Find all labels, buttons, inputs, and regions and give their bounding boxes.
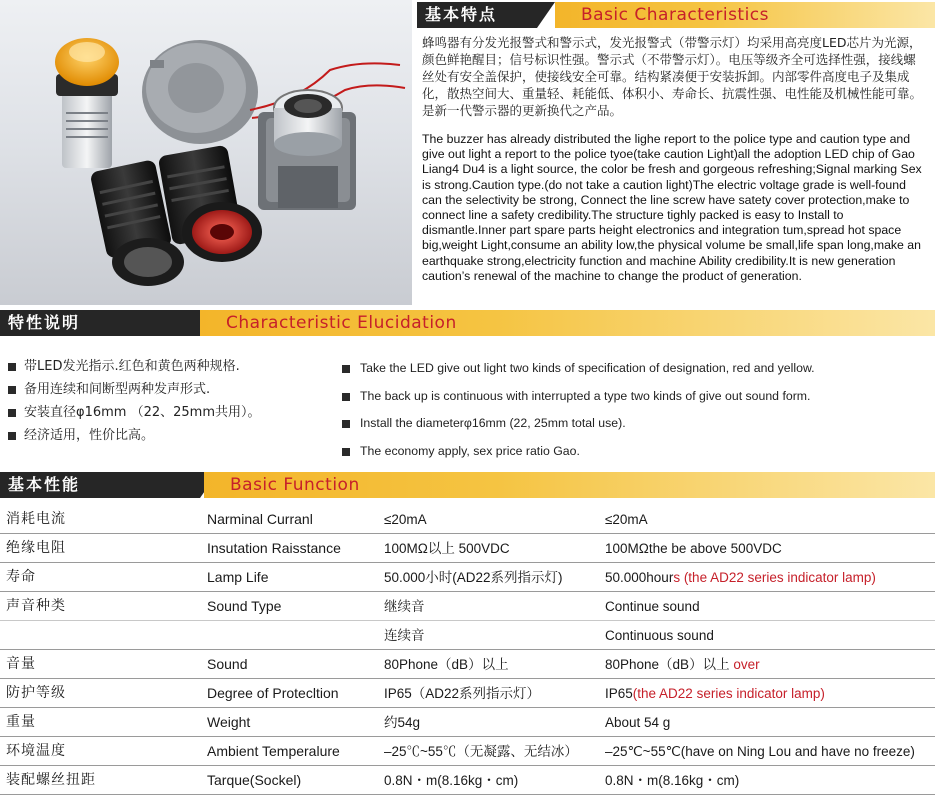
product-photo	[0, 0, 412, 305]
spec-en-value: 100MΩthe be above 500VDC	[605, 541, 782, 556]
spec-en-value: 0.8N・m(8.16kg・cm)	[605, 773, 740, 788]
basic-function-header	[0, 472, 935, 498]
list-item: Install the diameterφ16mm (22, 25mm total use).	[342, 410, 815, 438]
list-item: 安装直径φ16mm （22、25mm共用）。	[8, 401, 261, 424]
table-row	[0, 621, 935, 650]
basic-characteristics-header	[417, 2, 935, 28]
basic-characteristics-en-title: Basic Characteristics	[555, 2, 935, 28]
spec-en-label: Narminal Curranl	[207, 511, 313, 527]
header-wedge	[537, 2, 555, 28]
characteristic-elucidation-en-title: Characteristic Elucidation	[200, 310, 935, 336]
spec-cn-label: 音量	[6, 656, 36, 672]
basic-function-en-title: Basic Function	[204, 472, 935, 498]
spec-cn-value: 继续音	[384, 599, 425, 614]
table-row	[0, 592, 935, 621]
spec-en-label: Sound Type	[207, 598, 282, 614]
spec-cn-value: 0.8N・m(8.16kg・cm)	[384, 773, 519, 788]
spec-en-label: Ambient Temperalure	[207, 743, 340, 759]
spec-cn-label: 寿命	[6, 569, 36, 585]
spec-en-label: Insutation Raisstance	[207, 540, 341, 556]
table-row	[0, 534, 935, 563]
spec-en-label: Tarque(Sockel)	[207, 772, 302, 788]
characteristic-list-cn	[8, 355, 261, 447]
spec-cn-value: 连续音	[384, 628, 425, 643]
spec-en-label: Lamp Life	[207, 569, 269, 585]
basic-characteristics-cn-title: 基本特点	[417, 2, 537, 28]
spec-en-label: Degree of Protecltion	[207, 685, 339, 701]
spec-en-value: 50.000hours (the AD22 series indicator lamp)	[605, 570, 876, 585]
characteristic-elucidation-header	[0, 310, 935, 336]
table-row	[0, 737, 935, 766]
list-item: The back up is continuous with interrupted a type two kinds of give out sound form.	[342, 383, 815, 411]
list-item: 经济适用，性价比高。	[8, 424, 261, 447]
spec-en-label: Weight	[207, 714, 251, 730]
table-row	[0, 650, 935, 679]
spec-cn-label: 重量	[6, 714, 36, 730]
spec-cn-label: 绝缘电阻	[6, 540, 66, 556]
spec-cn-label: 消耗电流	[6, 511, 66, 527]
table-row	[0, 766, 935, 795]
list-item: 备用连续和间断型两种发声形式.	[8, 378, 261, 401]
spec-en-value: 80Phone（dB）以上 over	[605, 657, 760, 672]
spec-cn-value: 80Phone（dB）以上	[384, 657, 509, 672]
spec-cn-label: 装配螺丝扭距	[6, 772, 96, 788]
spec-cn-value: ≤20mA	[384, 512, 427, 527]
spec-cn-value: –25℃~55℃（无凝露、无结冰）	[384, 744, 578, 759]
spec-cn-value: 50.000小时(AD22系列指示灯)	[384, 570, 563, 585]
spec-cn-label: 环境温度	[6, 743, 66, 759]
spec-cn-label: 防护等级	[6, 685, 66, 701]
table-row	[0, 505, 935, 534]
spec-cn-value: IP65（AD22系列指示灯）	[384, 686, 541, 701]
characteristic-list-en	[342, 355, 815, 466]
list-item: 带LED发光指示.红色和黄色两种规格.	[8, 355, 261, 378]
spec-en-label: Sound	[207, 656, 248, 672]
buzzer-products-illustration	[0, 0, 412, 305]
spec-cn-label: 声音种类	[6, 598, 66, 614]
basic-function-cn-title: 基本性能	[0, 472, 200, 498]
table-row	[0, 708, 935, 737]
list-item: Take the LED give out light two kinds of specification of designation, red and yellow.	[342, 355, 815, 383]
list-item: The economy apply, sex price ratio Gao.	[342, 438, 815, 466]
characteristic-elucidation-cn-title: 特性说明	[0, 310, 200, 336]
spec-en-value: IP65(the AD22 series indicator lamp)	[605, 686, 825, 701]
spec-cn-value: 约54g	[384, 715, 421, 730]
spec-en-value: Continuous sound	[605, 628, 714, 643]
basic-characteristics-cn-text: 蜂鸣器有分发光报警式和警示式，发光报警式（带警示灯）均采用高亮度LED芯片为光源，颜色鲜艳醒目；信号标识性强。警示式（不带警示灯）。电压等级齐全可选择性强，接线螺丝处有安全盖保护，使接线安全可靠。结构紧凑便于安装拆卸。内部零件高度电子及集成化，散热空间大、重量轻、耗能低、体积小、寿命长、抗震性强、电性能及机械性能可靠。是新一代警示器的更新换代之产品。	[422, 35, 923, 118]
spec-en-value: ≤20mA	[605, 512, 648, 527]
table-row	[0, 679, 935, 708]
spec-en-value: Continue sound	[605, 599, 700, 614]
table-row	[0, 563, 935, 592]
spec-en-value: About 54 g	[605, 715, 671, 730]
basic-characteristics-en-text: The buzzer has already distributed the lighe report to the police type and caution type and give out light a report to the police tyoe(take caution Light)all the adoption LED chip of Gao Liang4 Du4 is a light source, the color be fresh and gorgeous refreshing;Signal marking Sex is strong.Caution type.(do not take a caution light)The electric voltage grade is well-found can the selectivity be strong, Connect the line screw have satety cover protection,make to connect line a safety credibility.The structure tighly packed is easy to Install to dismantle.Inner part spare parts height electronics and integration tum,spread hot space big,weight Light,consume an ability low,the physical volume be small,life span long,make an earthquake strong,electricity function and machine Ability credibility.It is new generation caution’s renewal of the machine to change the product of generation.	[422, 132, 922, 283]
spec-en-value: –25℃~55℃(have on Ning Lou and have no freeze)	[605, 744, 915, 759]
spec-cn-value: 100MΩ以上 500VDC	[384, 541, 510, 556]
